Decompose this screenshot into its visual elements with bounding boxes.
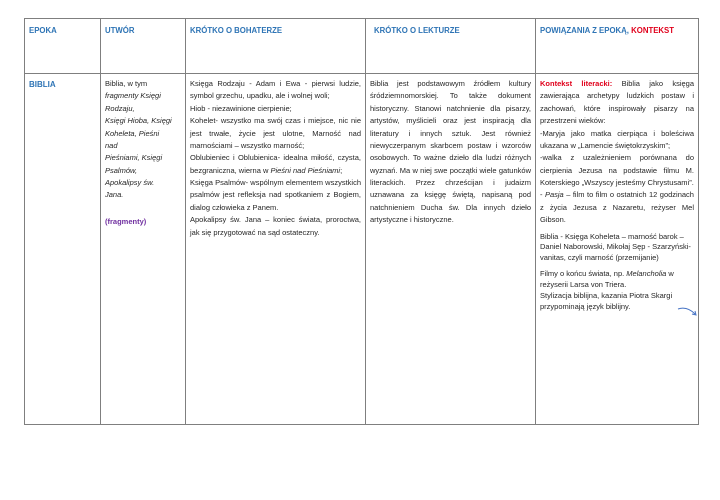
bohater-cell <box>186 74 366 425</box>
bohater-paragraph: Apokalipsy św. Jana – koniec świata, proroctwa, jak się przygotować na sąd ostateczny. <box>190 215 361 237</box>
utwor-line: fragmenty Księgi <box>105 91 161 101</box>
utwor-line: Psalmów, <box>105 165 138 175</box>
header-bohater: KRÓTKO O BOHATERZE <box>190 26 283 35</box>
bohater-paragraph: Księga Rodzaju - Adam i Ewa - pierwsi ludzie, symbol grzechu, upadku, ale i wolnej woli; <box>190 79 361 101</box>
header-lektura: KRÓTKO O LEKTURZE <box>374 26 460 35</box>
header-powiazania <box>540 23 694 38</box>
kontekst-item: - Pasja – film to film o ostatnich 12 godzinach z życia Jezusa z Nazaretu, reżyser Mel Gibson. <box>540 190 694 225</box>
header-bohater-cell <box>186 19 366 74</box>
epoka-cell <box>25 74 101 425</box>
lektura-cell <box>366 74 536 425</box>
kontekst-intro-paragraph <box>540 78 694 128</box>
utwor-line: Apokalipsy św. <box>105 178 155 187</box>
utwor-line: Rodzaju, <box>105 103 135 113</box>
lektura-text: Biblia jest podstawowym źródłem kultury śródziemnomorskiej. To także dokument historyczny. Stanowi natchnienie dla pisarzy, artystów, myślicieli oraz jest inspiracją dla literatury i innych sztuk. Jest również niewyczerpanym skarbcem postaw i wzorców osobowych. To ważne dzieło dla ludzi różnych wyznań. Ma w niej swe początki wiele gatunków literackich. Przez chrześcijan i judaizm uznawana za księgę świętą, napisaną pod natchnieniem Ducha św. Dla innych dzieło artystyczne i historyczne. <box>370 79 531 225</box>
header-lektura-cell <box>366 19 536 74</box>
header-utwor-cell <box>101 19 186 74</box>
header-powiazania-main: POWIĄZANIA Z EPOKĄ, <box>540 26 629 35</box>
kontekst-italic: Pasja <box>544 190 564 200</box>
bohater-paragraph: Kohelet- wszystko ma swój czas i miejsce, nic nie jest trwałe, życie jest ulotne, Marność nad marnościami – wszystko marność; <box>190 116 361 150</box>
kontekst-item: -Maryja jako matka cierpiąca i boleściwa ukazana w „Lamencie świętokrzyskim”; <box>540 128 694 150</box>
utwor-line: nad <box>105 140 118 150</box>
kontekst-italic: Melancholia <box>626 269 667 279</box>
bohater-paragraph: Oblubieniec i Oblubienica- idealna miłość, czysta, bezgraniczna, wierna w Pieśni nad Pieśniami; <box>190 153 361 175</box>
utwor-line: Koheleta, Pieśni <box>105 128 160 138</box>
header-row <box>25 19 699 74</box>
arrow-icon <box>677 305 699 319</box>
kontekst-item: -walka z uzależnieniem porównana do cierpienia Jezusa na podstawie filmu M. Koterskiego „Wszyscy jesteśmy Chrystusami”. <box>540 153 694 187</box>
header-powiazania-cell <box>536 19 699 74</box>
bohater-italic: Pieśni nad Pieśniami <box>270 165 341 175</box>
utwor-line: Jana. <box>105 190 124 200</box>
bohater-paragraph: Księga Psalmów- wspólnym elementem wszystkich psalmów jest refleksja nad spotkaniem z Bogiem, dialog człowieka z Panem. <box>190 178 361 212</box>
utwor-line: Biblia, w tym <box>105 79 148 88</box>
utwor-line: Pieśniami, Księgi <box>105 153 163 163</box>
epoka-value: BIBLIA <box>29 80 56 89</box>
literature-table <box>24 18 699 425</box>
kontekst-item: Biblia - Księga Koheleta – marność barok – Daniel Naborowski, Mikołaj Sęp - Szarzyński- vanitas, czyli marność (przemijanie) <box>540 231 691 263</box>
utwor-fragmenty: (fragmenty) <box>105 216 147 226</box>
header-kontekst: KONTEKST <box>631 26 675 35</box>
kontekst-cell <box>536 74 699 425</box>
kontekst-intro: Biblia jako księga zawierająca archetypy ludzkich postaw i zachowań, które inspirowały pisarzy na przestrzeni wieków: <box>540 79 695 126</box>
utwor-line: Księgi Hioba, Księgi <box>105 116 172 126</box>
header-epoka-cell <box>25 19 101 74</box>
utwor-cell <box>101 74 186 425</box>
kontekst-label: Kontekst literacki: <box>540 79 613 88</box>
header-epoka: EPOKA <box>29 26 57 35</box>
bohater-paragraph: Hiob - niezawinione cierpienie; <box>190 103 292 113</box>
header-utwor: UTWÓR <box>105 26 135 35</box>
kontekst-item: Stylizacja biblijna, kazania Piotra Skargi przypominają język biblijny. <box>540 290 673 311</box>
table-row <box>25 74 699 425</box>
kontekst-item: Filmy o końcu świata, np. Melancholia w reżyserii Larsa von Triera. <box>540 269 674 289</box>
